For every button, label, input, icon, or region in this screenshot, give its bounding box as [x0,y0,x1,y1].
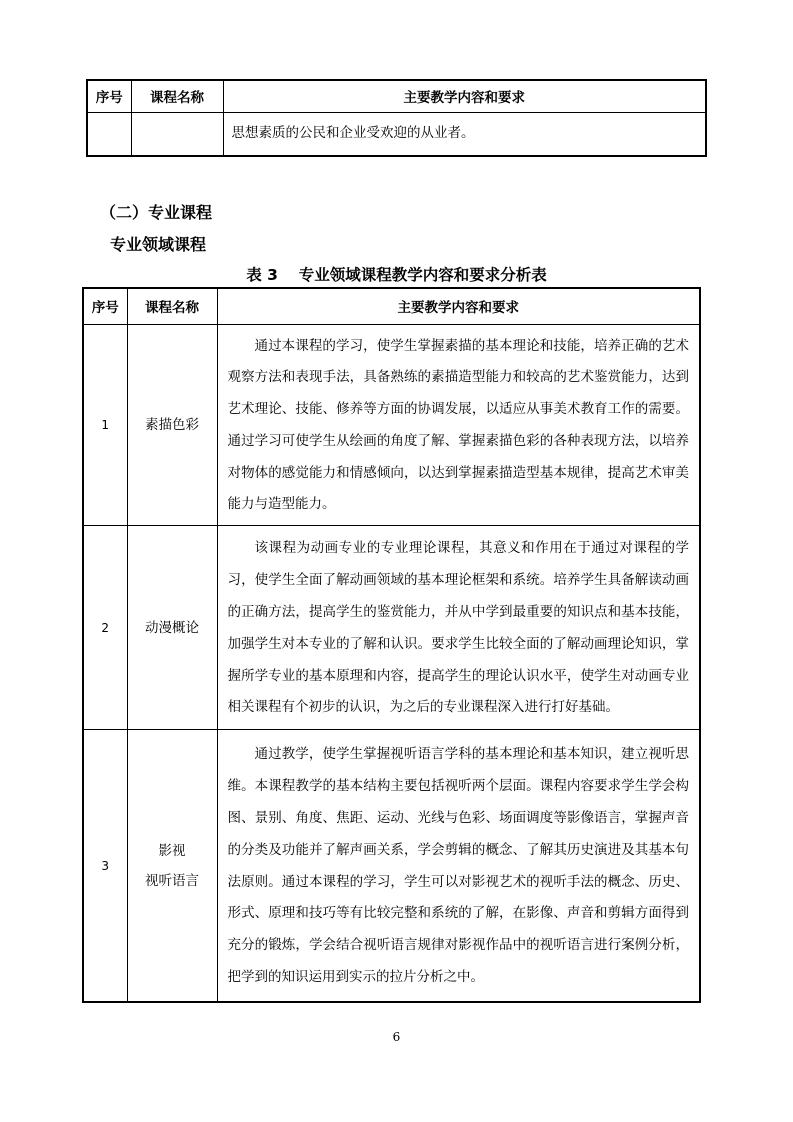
table-row [83,526,700,730]
header-course-name: 课程名称 [131,80,223,112]
header-content: 主要教学内容和要求 [223,80,706,112]
row-number: 2 [83,526,127,730]
header-course-name: 课程名称 [127,288,217,324]
row-number: 1 [83,324,127,526]
table-cell [87,112,131,156]
subsection-heading: 专业领域课程 [110,235,207,254]
table-row [83,730,700,1002]
section-heading: （二）专业课程 [100,203,213,222]
course-content: 该课程为动画专业的专业理论课程，其意义和作用在于通过对课程的学习，使学生全面了解动画领域的基本理论框架和系统。培养学生具备解读动画的正确方法，提高学生的鉴赏能力，并从中学到最重要的知识点和基本技能，加强学生对本专业的了解和认识。要求学生比较全面的了解动画理论知识，掌握所学专业的基本原理和内容，提高学生的理论认识水平，使学生对动画专业相关课程有个初步的认识，为之后的专业课程深入进行打好基础。 [217,526,700,730]
professional-course-table [82,287,701,1003]
table-caption: 表 3 专业领域课程教学内容和要求分析表 [246,266,547,284]
continued-course-table [86,79,707,157]
course-name [127,730,217,1002]
course-name-line: 动漫概论 [145,619,199,636]
course-name-line: 视听语言 [145,872,199,889]
course-name-line: 影视 [158,842,186,859]
page-number: 6 [392,1030,401,1044]
table-cell [131,112,223,156]
course-name [127,526,217,730]
header-content: 主要教学内容和要求 [217,288,700,324]
course-name-line: 素描色彩 [145,416,199,433]
course-name [127,324,217,526]
header-number: 序号 [87,80,131,112]
course-content: 通过本课程的学习，使学生掌握素描的基本理论和技能，培养正确的艺术观察方法和表现手法，具备熟练的素描造型能力和较高的艺术鉴赏能力，达到艺术理论、技能、修养等方面的协调发展，以适应从事美术教育工作的需要。通过学习可使学生从绘画的角度了解、掌握素描色彩的各种表现方法，以培养对物体的感觉能力和情感倾向，以达到掌握素描造型基本规律，提高艺术审美能力与造型能力。 [217,324,700,526]
table-row [83,324,700,526]
header-number: 序号 [83,288,127,324]
row-number: 3 [83,730,127,1002]
course-content: 通过教学，使学生掌握视听语言学科的基本理论和基本知识，建立视听思维。本课程教学的基本结构主要包括视听两个层面。课程内容要求学生学会构图、景别、角度、焦距、运动、光线与色彩、场面调度等影像语言，掌握声音的分类及功能并了解声画关系，学会剪辑的概念、了解其历史演进及其基本句法原则。通过本课程的学习，学生可以对影视艺术的视听手法的概念、历史、形式、原理和技巧等有比较完整和系统的了解，在影像、声音和剪辑方面得到充分的锻炼，学会结合视听语言规律对影视作品中的视听语言进行案例分析，把学到的知识运用到实示的拉片分析之中。 [217,730,700,1002]
continued-text: 思想素质的公民和企业受欢迎的从业者。 [223,112,706,156]
